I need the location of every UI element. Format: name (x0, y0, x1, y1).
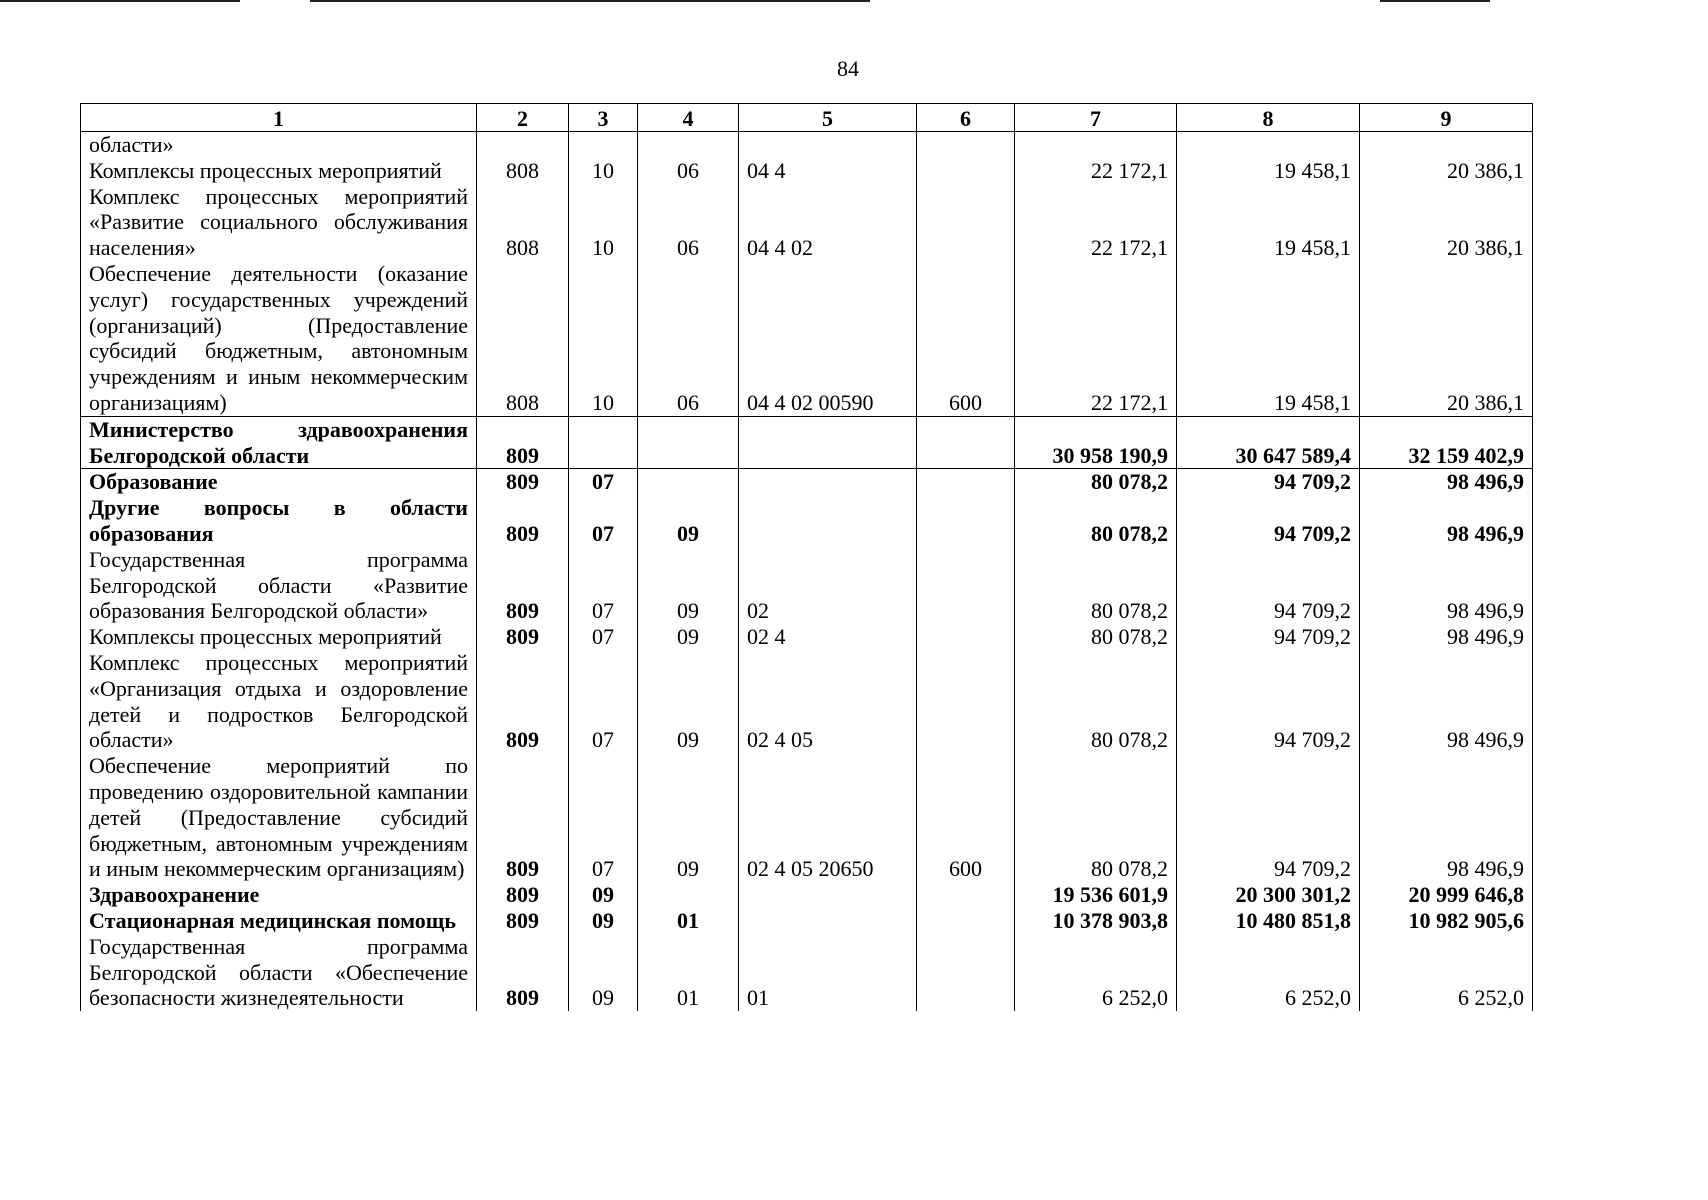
target-article-code: 02 4 05 20650 (739, 753, 917, 882)
target-article-code (739, 469, 917, 495)
expense-type-code (917, 132, 1015, 158)
row-name: Комплекс процессных мероприятий «Развитие социального обслуживания населения» (81, 184, 477, 261)
ministry-code: 808 (477, 158, 569, 184)
subsection-code: 06 (638, 184, 739, 261)
amount-col-8: 6 252,0 (1177, 934, 1360, 1011)
amount-col-9: 98 496,9 (1360, 753, 1533, 882)
amount-col-8: 30 647 589,4 (1177, 416, 1360, 469)
table-row (81, 469, 1533, 495)
subsection-code (638, 132, 739, 158)
expense-type-code (917, 469, 1015, 495)
page-header (0, 56, 1696, 82)
expense-type-code (917, 908, 1015, 934)
target-article-code (739, 416, 917, 469)
amount-col-9: 20 386,1 (1360, 158, 1533, 184)
target-article-code (739, 132, 917, 158)
amount-col-8: 94 709,2 (1177, 495, 1360, 547)
amount-col-8: 19 458,1 (1177, 261, 1360, 416)
expense-type-code: 600 (917, 261, 1015, 416)
section-code: 07 (569, 547, 638, 624)
amount-col-9: 98 496,9 (1360, 469, 1533, 495)
row-name: Здравоохранение (81, 882, 477, 908)
expense-type-code (917, 184, 1015, 261)
section-code: 07 (569, 650, 638, 753)
expense-type-code (917, 416, 1015, 469)
row-name: Обеспечение мероприятий по проведению оздоровительной кампании детей (Предоставление субсидий бюджетным, автономным учреждениям и иным некоммерческим организациям) (81, 753, 477, 882)
table-row (81, 882, 1533, 908)
ministry-code: 809 (477, 547, 569, 624)
amount-col-7: 80 078,2 (1015, 495, 1177, 547)
subsection-code: 06 (638, 158, 739, 184)
column-header-1: 1 (81, 104, 477, 132)
section-code: 07 (569, 495, 638, 547)
column-header-9: 9 (1360, 104, 1533, 132)
amount-col-9: 10 982 905,6 (1360, 908, 1533, 934)
ministry-code: 809 (477, 469, 569, 495)
amount-col-7: 6 252,0 (1015, 934, 1177, 1011)
amount-col-9: 20 386,1 (1360, 184, 1533, 261)
expense-type-code (917, 158, 1015, 184)
column-header-3: 3 (569, 104, 638, 132)
amount-col-7: 80 078,2 (1015, 547, 1177, 624)
ministry-code: 809 (477, 908, 569, 934)
expense-type-code (917, 650, 1015, 753)
target-article-code: 02 4 05 (739, 650, 917, 753)
row-name: Образование (81, 469, 477, 495)
section-code: 10 (569, 158, 638, 184)
amount-col-7: 80 078,2 (1015, 650, 1177, 753)
amount-col-8: 94 709,2 (1177, 624, 1360, 650)
ministry-code: 809 (477, 934, 569, 1011)
target-article-code (739, 908, 917, 934)
amount-col-8: 20 300 301,2 (1177, 882, 1360, 908)
section-code (569, 132, 638, 158)
amount-col-9: 32 159 402,9 (1360, 416, 1533, 469)
expense-type-code (917, 882, 1015, 908)
subsection-code: 09 (638, 624, 739, 650)
table-row (81, 934, 1533, 1011)
amount-col-8: 94 709,2 (1177, 469, 1360, 495)
amount-col-9: 20 999 646,8 (1360, 882, 1533, 908)
row-name: Комплекс процессных мероприятий «Организация отдыха и оздоровление детей и подростков Белгородской области» (81, 650, 477, 753)
subsection-code (638, 469, 739, 495)
amount-col-7: 19 536 601,9 (1015, 882, 1177, 908)
amount-col-8: 19 458,1 (1177, 184, 1360, 261)
amount-col-8: 94 709,2 (1177, 753, 1360, 882)
subsection-code: 01 (638, 934, 739, 1011)
section-code: 07 (569, 469, 638, 495)
target-article-code: 04 4 (739, 158, 917, 184)
amount-col-9: 98 496,9 (1360, 650, 1533, 753)
section-code: 07 (569, 753, 638, 882)
amount-col-7: 80 078,2 (1015, 753, 1177, 882)
row-name: Государственная программа Белгородской области «Обеспечение безопасности жизнедеятельности (81, 934, 477, 1011)
page-number: 84 (837, 56, 859, 81)
expense-type-code (917, 495, 1015, 547)
target-article-code: 02 (739, 547, 917, 624)
target-article-code: 01 (739, 934, 917, 1011)
amount-col-9: 98 496,9 (1360, 495, 1533, 547)
scan-edge-line (310, 0, 870, 2)
target-article-code: 04 4 02 (739, 184, 917, 261)
section-code: 09 (569, 882, 638, 908)
column-header-4: 4 (638, 104, 739, 132)
amount-col-9: 6 252,0 (1360, 934, 1533, 1011)
table-row (81, 753, 1533, 882)
target-article-code (739, 882, 917, 908)
subsection-code (638, 882, 739, 908)
row-name: Министерство здравоохранения Белгородской области (81, 416, 477, 469)
table-row (81, 158, 1533, 184)
amount-col-7: 80 078,2 (1015, 624, 1177, 650)
table-row (81, 650, 1533, 753)
subsection-code: 09 (638, 547, 739, 624)
amount-col-8 (1177, 132, 1360, 158)
subsection-code: 06 (638, 261, 739, 416)
amount-col-7: 10 378 903,8 (1015, 908, 1177, 934)
subsection-code: 09 (638, 650, 739, 753)
section-code: 09 (569, 934, 638, 1011)
section-code: 10 (569, 184, 638, 261)
ministry-code: 809 (477, 753, 569, 882)
column-header-6: 6 (917, 104, 1015, 132)
table-row (81, 908, 1533, 934)
amount-col-7: 30 958 190,9 (1015, 416, 1177, 469)
table-row (81, 261, 1533, 416)
table-body (81, 132, 1533, 1012)
amount-col-9 (1360, 132, 1533, 158)
ministry-code (477, 132, 569, 158)
amount-col-7: 22 172,1 (1015, 184, 1177, 261)
ministry-code: 809 (477, 495, 569, 547)
row-name: Другие вопросы в области образования (81, 495, 477, 547)
budget-table (80, 103, 1533, 1011)
table-row (81, 184, 1533, 261)
table-row (81, 495, 1533, 547)
column-header-8: 8 (1177, 104, 1360, 132)
table-row (81, 624, 1533, 650)
column-header-5: 5 (739, 104, 917, 132)
table-row (81, 416, 1533, 469)
amount-col-8: 94 709,2 (1177, 547, 1360, 624)
table-row (81, 547, 1533, 624)
expense-type-code (917, 624, 1015, 650)
ministry-code: 809 (477, 624, 569, 650)
amount-col-8: 19 458,1 (1177, 158, 1360, 184)
amount-col-9: 98 496,9 (1360, 547, 1533, 624)
row-name: Государственная программа Белгородской области «Развитие образования Белгородской области» (81, 547, 477, 624)
section-code: 07 (569, 624, 638, 650)
section-code: 10 (569, 261, 638, 416)
subsection-code: 01 (638, 908, 739, 934)
expense-type-code: 600 (917, 753, 1015, 882)
subsection-code (638, 416, 739, 469)
section-code (569, 416, 638, 469)
expense-type-code (917, 934, 1015, 1011)
subsection-code: 09 (638, 753, 739, 882)
amount-col-7: 80 078,2 (1015, 469, 1177, 495)
table-row (81, 132, 1533, 158)
row-name: Стационарная медицинская помощь (81, 908, 477, 934)
amount-col-8: 94 709,2 (1177, 650, 1360, 753)
amount-col-7 (1015, 132, 1177, 158)
header-row (81, 104, 1533, 132)
expense-type-code (917, 547, 1015, 624)
amount-col-8: 10 480 851,8 (1177, 908, 1360, 934)
ministry-code: 809 (477, 650, 569, 753)
ministry-code: 809 (477, 882, 569, 908)
row-name: Комплексы процессных мероприятий (81, 158, 477, 184)
row-name: Обеспечение деятельности (оказание услуг) государственных учреждений (организаций) (Предоставление субсидий бюджетным, автономным учреждениям и иным некоммерческим организациям) (81, 261, 477, 416)
amount-col-9: 98 496,9 (1360, 624, 1533, 650)
target-article-code (739, 495, 917, 547)
scan-edge-line (0, 0, 240, 2)
ministry-code: 808 (477, 184, 569, 261)
target-article-code: 02 4 (739, 624, 917, 650)
ministry-code: 808 (477, 261, 569, 416)
subsection-code: 09 (638, 495, 739, 547)
amount-col-7: 22 172,1 (1015, 158, 1177, 184)
target-article-code: 04 4 02 00590 (739, 261, 917, 416)
section-code: 09 (569, 908, 638, 934)
row-name: Комплексы процессных мероприятий (81, 624, 477, 650)
ministry-code: 809 (477, 416, 569, 469)
column-header-7: 7 (1015, 104, 1177, 132)
scan-edge-line (1380, 0, 1490, 2)
column-header-2: 2 (477, 104, 569, 132)
row-name: области» (81, 132, 477, 158)
amount-col-9: 20 386,1 (1360, 261, 1533, 416)
amount-col-7: 22 172,1 (1015, 261, 1177, 416)
